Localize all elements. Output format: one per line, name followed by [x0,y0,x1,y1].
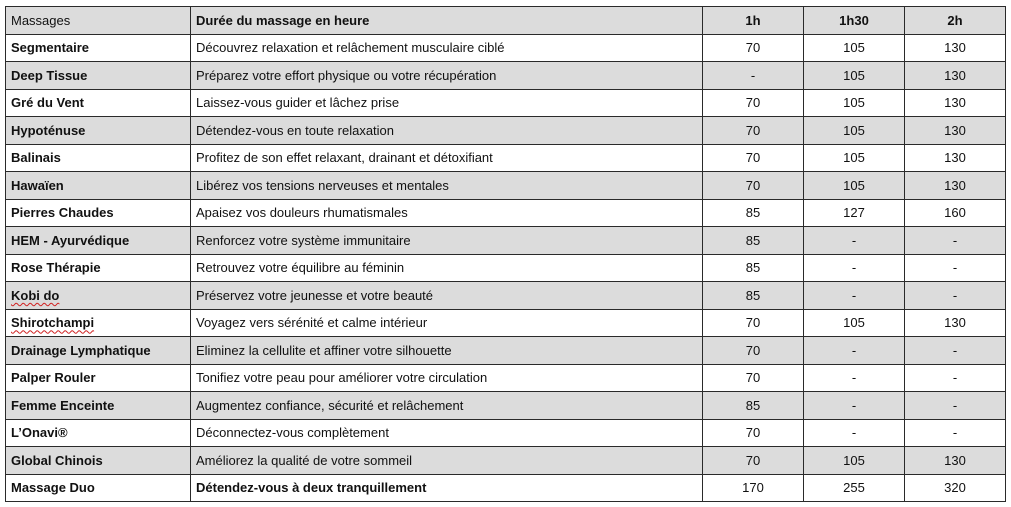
price-2h: 130 [905,172,1006,200]
price-1h30: - [804,364,905,392]
massage-name: Rose Thérapie [6,254,191,282]
price-1h: 85 [703,392,804,420]
massage-description: Retrouvez votre équilibre au féminin [191,254,703,282]
price-2h: - [905,419,1006,447]
price-1h: 85 [703,227,804,255]
massage-description: Améliorez la qualité de votre sommeil [191,447,703,475]
massage-name: Massage Duo [6,474,191,502]
price-1h: 70 [703,144,804,172]
massage-name: Gré du Vent [6,89,191,117]
price-2h: - [905,337,1006,365]
price-1h: 70 [703,172,804,200]
price-1h: 85 [703,254,804,282]
price-1h30: 105 [804,89,905,117]
table-row [6,254,1006,282]
table-row [6,392,1006,420]
price-2h: 130 [905,309,1006,337]
price-1h30: - [804,419,905,447]
table-row [6,227,1006,255]
price-1h30: 105 [804,144,905,172]
price-1h: 85 [703,282,804,310]
price-1h: 70 [703,447,804,475]
price-1h30: 255 [804,474,905,502]
table-row [6,89,1006,117]
massage-name: Segmentaire [6,34,191,62]
massage-name [6,309,191,337]
table-row [6,117,1006,145]
massage-description: Profitez de son effet relaxant, drainant et détoxifiant [191,144,703,172]
massage-description: Libérez vos tensions nerveuses et mentales [191,172,703,200]
price-1h: 70 [703,419,804,447]
price-1h30: - [804,392,905,420]
price-2h: 130 [905,447,1006,475]
massage-price-table [5,6,1006,502]
massage-name-text: Kobi do [11,287,60,303]
table-row [6,144,1006,172]
massage-description: Préparez votre effort physique ou votre récupération [191,62,703,90]
massage-name: L’Onavi® [6,419,191,447]
massage-description: Apaisez vos douleurs rhumatismales [191,199,703,227]
price-2h: 130 [905,89,1006,117]
massage-description: Augmentez confiance, sécurité et relâchement [191,392,703,420]
price-2h: - [905,227,1006,255]
massage-name [6,282,191,310]
table-row [6,34,1006,62]
price-1h30: 105 [804,34,905,62]
price-1h30: - [804,254,905,282]
massage-name: Drainage Lymphatique [6,337,191,365]
massage-description: Laissez-vous guider et lâchez prise [191,89,703,117]
massage-name: Hawaïen [6,172,191,200]
table-header-row [6,7,1006,35]
massage-name: HEM - Ayurvédique [6,227,191,255]
price-2h: 130 [905,144,1006,172]
massage-description: Eliminez la cellulite et affiner votre silhouette [191,337,703,365]
massage-name: Global Chinois [6,447,191,475]
massage-description: Renforcez votre système immunitaire [191,227,703,255]
price-1h30: 105 [804,309,905,337]
table-row [6,172,1006,200]
price-1h: 70 [703,364,804,392]
price-1h30: - [804,227,905,255]
price-1h30: 105 [804,62,905,90]
massage-description: Voyagez vers sérénité et calme intérieur [191,309,703,337]
price-1h: 70 [703,89,804,117]
header-massages: Massages [6,7,191,35]
price-1h: 85 [703,199,804,227]
header-duration: Durée du massage en heure [191,7,703,35]
price-1h30: 105 [804,172,905,200]
massage-name: Balinais [6,144,191,172]
table-row [6,364,1006,392]
price-2h: 130 [905,34,1006,62]
price-1h: 70 [703,34,804,62]
massage-description: Détendez-vous à deux tranquillement [191,474,703,502]
price-1h30: - [804,282,905,310]
price-2h: 130 [905,62,1006,90]
price-2h: - [905,364,1006,392]
massage-description: Découvrez relaxation et relâchement musculaire ciblé [191,34,703,62]
price-1h30: 105 [804,117,905,145]
table-row [6,199,1006,227]
massage-name: Deep Tissue [6,62,191,90]
table-row [6,309,1006,337]
price-1h: 70 [703,117,804,145]
price-1h: 70 [703,337,804,365]
header-2h: 2h [905,7,1006,35]
price-1h30: 127 [804,199,905,227]
table-row [6,62,1006,90]
table-row [6,419,1006,447]
header-1h30: 1h30 [804,7,905,35]
price-1h: - [703,62,804,90]
price-1h30: - [804,337,905,365]
massage-name: Palper Rouler [6,364,191,392]
price-1h30: 105 [804,447,905,475]
price-2h: - [905,254,1006,282]
table-row [6,447,1006,475]
massage-name: Femme Enceinte [6,392,191,420]
table-row [6,337,1006,365]
price-2h: 130 [905,117,1006,145]
price-2h: - [905,282,1006,310]
price-2h: - [905,392,1006,420]
massage-description: Préservez votre jeunesse et votre beauté [191,282,703,310]
header-1h: 1h [703,7,804,35]
price-1h: 170 [703,474,804,502]
price-2h: 160 [905,199,1006,227]
price-1h: 70 [703,309,804,337]
massage-name: Hypoténuse [6,117,191,145]
massage-description: Déconnectez-vous complètement [191,419,703,447]
massage-description: Détendez-vous en toute relaxation [191,117,703,145]
massage-name: Pierres Chaudes [6,199,191,227]
massage-name-text: Shirotchampi [11,315,95,331]
table-row [6,282,1006,310]
table-row [6,474,1006,502]
price-2h: 320 [905,474,1006,502]
massage-description: Tonifiez votre peau pour améliorer votre circulation [191,364,703,392]
